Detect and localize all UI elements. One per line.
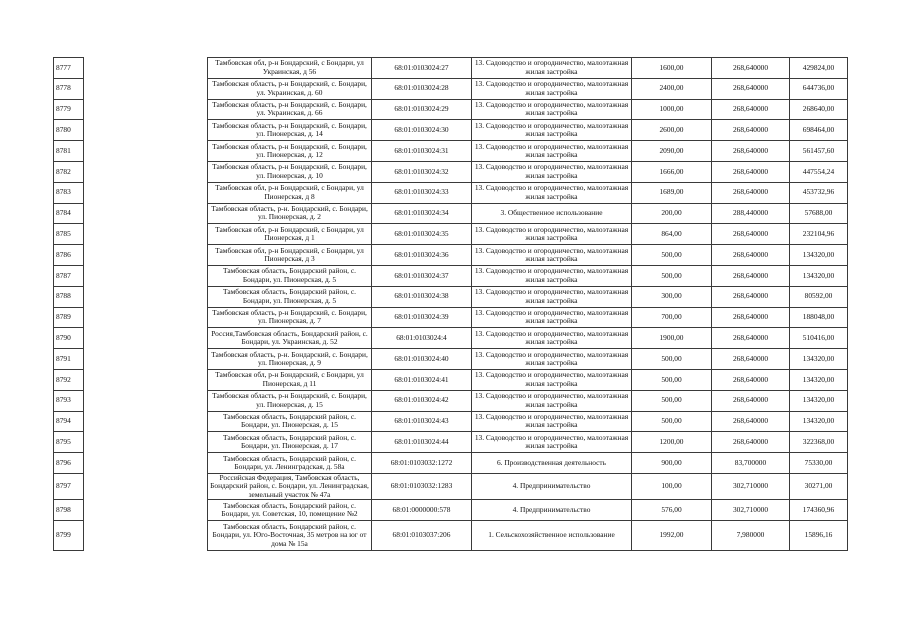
specific-value-cell: 268,640000 bbox=[712, 78, 790, 99]
cadastral-number-cell: 68:01:0103024:29 bbox=[372, 99, 472, 120]
table-row bbox=[54, 78, 848, 99]
row-number-cell: 8782 bbox=[54, 161, 84, 182]
area-cell: 100,00 bbox=[632, 473, 712, 500]
area-cell: 500,00 bbox=[632, 265, 712, 286]
specific-value-cell: 288,440000 bbox=[712, 203, 790, 224]
cadastral-cost-cell: 429824,00 bbox=[790, 58, 848, 79]
cadastral-number-cell: 68:01:0103024:44 bbox=[372, 432, 472, 453]
table-row bbox=[54, 182, 848, 203]
area-cell: 1000,00 bbox=[632, 99, 712, 120]
land-use-cell: 13. Садоводство и огородничество, малоэтажная жилая застройка bbox=[472, 141, 632, 162]
gap-cell bbox=[84, 78, 208, 99]
row-number-cell: 8796 bbox=[54, 453, 84, 474]
land-use-cell: 13. Садоводство и огородничество, малоэтажная жилая застройка bbox=[472, 265, 632, 286]
gap-cell bbox=[84, 473, 208, 500]
area-cell: 1900,00 bbox=[632, 328, 712, 349]
area-cell: 1689,00 bbox=[632, 182, 712, 203]
table-row bbox=[54, 453, 848, 474]
row-number-cell: 8794 bbox=[54, 411, 84, 432]
land-use-cell: 3. Общественное использование bbox=[472, 203, 632, 224]
address-cell: Тамбовская область, Бондарский район, с. Бондари, ул. Пионерская, д. 5 bbox=[208, 265, 372, 286]
cadastral-cost-cell: 75330,00 bbox=[790, 453, 848, 474]
gap-cell bbox=[84, 521, 208, 551]
specific-value-cell: 268,640000 bbox=[712, 307, 790, 328]
specific-value-cell: 268,640000 bbox=[712, 182, 790, 203]
land-use-cell: 13. Садоводство и огородничество, малоэтажная жилая застройка bbox=[472, 369, 632, 390]
gap-cell bbox=[84, 328, 208, 349]
cadastral-number-cell: 68:01:0103024:32 bbox=[372, 161, 472, 182]
address-cell: Тамбовская область, Бондарский район, с. Бондари, ул. Пионерская, д. 15 bbox=[208, 411, 372, 432]
cadastral-number-cell: 68:01:0103024:42 bbox=[372, 390, 472, 411]
gap-cell bbox=[84, 120, 208, 141]
area-cell: 2400,00 bbox=[632, 78, 712, 99]
specific-value-cell: 268,640000 bbox=[712, 349, 790, 370]
table-row bbox=[54, 307, 848, 328]
row-number-cell: 8785 bbox=[54, 224, 84, 245]
address-cell: Тамбовская область, Бондарский район, с. Бондари, ул. Юго-Восточная, 35 метров на юг от дома № 15а bbox=[208, 521, 372, 551]
table-row bbox=[54, 265, 848, 286]
cadastral-number-cell: 68:01:0103024:35 bbox=[372, 224, 472, 245]
row-number-cell: 8798 bbox=[54, 500, 84, 521]
cadastral-number-cell: 68:01:0103032:1272 bbox=[372, 453, 472, 474]
cadastral-number-cell: 68:01:0103024:37 bbox=[372, 265, 472, 286]
table-row bbox=[54, 349, 848, 370]
table-row bbox=[54, 58, 848, 79]
specific-value-cell: 268,640000 bbox=[712, 120, 790, 141]
table-row bbox=[54, 432, 848, 453]
table-row bbox=[54, 411, 848, 432]
gap-cell bbox=[84, 286, 208, 307]
land-use-cell: 13. Садоводство и огородничество, малоэтажная жилая застройка bbox=[472, 307, 632, 328]
land-registry-table bbox=[53, 57, 848, 551]
land-use-cell: 13. Садоводство и огородничество, малоэтажная жилая застройка bbox=[472, 99, 632, 120]
area-cell: 1200,00 bbox=[632, 432, 712, 453]
area-cell: 500,00 bbox=[632, 349, 712, 370]
cadastral-cost-cell: 232104,96 bbox=[790, 224, 848, 245]
cadastral-number-cell: 68:01:0103032:1283 bbox=[372, 473, 472, 500]
land-use-cell: 4. Предпринимательство bbox=[472, 473, 632, 500]
specific-value-cell: 268,640000 bbox=[712, 369, 790, 390]
specific-value-cell: 268,640000 bbox=[712, 141, 790, 162]
address-cell: Тамбовская область, р-н Бондарский, с. Бондари, ул. Пионерская, д. 15 bbox=[208, 390, 372, 411]
address-cell: Тамбовская обл, р-н Бондарский, с Бондари, ул Пионерская, д 11 bbox=[208, 369, 372, 390]
row-number-cell: 8787 bbox=[54, 265, 84, 286]
table-row bbox=[54, 390, 848, 411]
table-row bbox=[54, 245, 848, 266]
specific-value-cell: 268,640000 bbox=[712, 432, 790, 453]
cadastral-cost-cell: 80592,00 bbox=[790, 286, 848, 307]
row-number-cell: 8780 bbox=[54, 120, 84, 141]
land-use-cell: 13. Садоводство и огородничество, малоэтажная жилая застройка bbox=[472, 245, 632, 266]
gap-cell bbox=[84, 224, 208, 245]
row-number-cell: 8788 bbox=[54, 286, 84, 307]
row-number-cell: 8777 bbox=[54, 58, 84, 79]
specific-value-cell: 268,640000 bbox=[712, 390, 790, 411]
land-use-cell: 13. Садоводство и огородничество, малоэтажная жилая застройка bbox=[472, 161, 632, 182]
address-cell: Тамбовская область, Бондарский район, с. Бондари, ул. Советская, 10, помещение №2 bbox=[208, 500, 372, 521]
cadastral-number-cell: 68:01:0103037:206 bbox=[372, 521, 472, 551]
address-cell: Тамбовская область, р-н Бондарский, с. Бондари, ул. Пионерская, д. 12 bbox=[208, 141, 372, 162]
row-number-cell: 8778 bbox=[54, 78, 84, 99]
land-use-cell: 13. Садоводство и огородничество, малоэтажная жилая застройка bbox=[472, 390, 632, 411]
cadastral-cost-cell: 698464,00 bbox=[790, 120, 848, 141]
address-cell: Тамбовская обл, р-н Бондарский, с Бондари, ул Пионерская, д 1 bbox=[208, 224, 372, 245]
table-body bbox=[54, 58, 848, 551]
cadastral-number-cell: 68:01:0103024:31 bbox=[372, 141, 472, 162]
area-cell: 2090,00 bbox=[632, 141, 712, 162]
address-cell: Тамбовская область, р-н Бондарский, с. Бондари, ул. Пионерская, д. 7 bbox=[208, 307, 372, 328]
area-cell: 1666,00 bbox=[632, 161, 712, 182]
area-cell: 576,00 bbox=[632, 500, 712, 521]
cadastral-number-cell: 68:01:0103024:38 bbox=[372, 286, 472, 307]
gap-cell bbox=[84, 369, 208, 390]
gap-cell bbox=[84, 58, 208, 79]
cadastral-cost-cell: 30271,00 bbox=[790, 473, 848, 500]
table-row bbox=[54, 161, 848, 182]
area-cell: 500,00 bbox=[632, 390, 712, 411]
gap-cell bbox=[84, 453, 208, 474]
address-cell: Тамбовская обл, р-н Бондарский, с Бондари, ул Украинская, д 56 bbox=[208, 58, 372, 79]
row-number-cell: 8783 bbox=[54, 182, 84, 203]
specific-value-cell: 302,710000 bbox=[712, 500, 790, 521]
gap-cell bbox=[84, 99, 208, 120]
gap-cell bbox=[84, 203, 208, 224]
address-cell: Тамбовская обл, р-н Бондарский, с Бондари, ул Пионерская, д 3 bbox=[208, 245, 372, 266]
specific-value-cell: 83,700000 bbox=[712, 453, 790, 474]
specific-value-cell: 268,640000 bbox=[712, 411, 790, 432]
area-cell: 300,00 bbox=[632, 286, 712, 307]
row-number-cell: 8786 bbox=[54, 245, 84, 266]
address-cell: Тамбовская область, р-н Бондарский, с. Бондари, ул. Пионерская, д. 14 bbox=[208, 120, 372, 141]
address-cell: Тамбовская область, Бондарский район, с. Бондари, ул. Пионерская, д. 17 bbox=[208, 432, 372, 453]
specific-value-cell: 268,640000 bbox=[712, 161, 790, 182]
table-row bbox=[54, 328, 848, 349]
table-row bbox=[54, 369, 848, 390]
row-number-cell: 8795 bbox=[54, 432, 84, 453]
cadastral-cost-cell: 134320,00 bbox=[790, 265, 848, 286]
cadastral-cost-cell: 134320,00 bbox=[790, 245, 848, 266]
area-cell: 500,00 bbox=[632, 245, 712, 266]
area-cell: 2600,00 bbox=[632, 120, 712, 141]
cadastral-cost-cell: 644736,00 bbox=[790, 78, 848, 99]
table-row bbox=[54, 224, 848, 245]
land-use-cell: 13. Садоводство и огородничество, малоэтажная жилая застройка bbox=[472, 78, 632, 99]
table-row bbox=[54, 203, 848, 224]
address-cell: Тамбовская область, р-н. Бондарский, с. Бондари, ул. Пионерская, д. 9 bbox=[208, 349, 372, 370]
gap-cell bbox=[84, 141, 208, 162]
cadastral-cost-cell: 134320,00 bbox=[790, 369, 848, 390]
land-use-cell: 13. Садоводство и огородничество, малоэтажная жилая застройка bbox=[472, 432, 632, 453]
address-cell: Россия,Тамбовская область, Бондарский район, с. Бондари, ул. Украинская, д. 52 bbox=[208, 328, 372, 349]
address-cell: Российская Федерация, Тамбовская область, Бондарский район, с. Бондари, ул. Ленинградская, земельный участок № 47а bbox=[208, 473, 372, 500]
address-cell: Тамбовская область, р-н. Бондарский, с. Бондари, ул. Пионерская, д. 2 bbox=[208, 203, 372, 224]
specific-value-cell: 268,640000 bbox=[712, 58, 790, 79]
land-use-cell: 1. Сельскохозяйственное использование bbox=[472, 521, 632, 551]
row-number-cell: 8779 bbox=[54, 99, 84, 120]
address-cell: Тамбовская область, р-н Бондарский, с. Бондари, ул. Украинская, д. 66 bbox=[208, 99, 372, 120]
gap-cell bbox=[84, 182, 208, 203]
area-cell: 900,00 bbox=[632, 453, 712, 474]
land-use-cell: 13. Садоводство и огородничество, малоэтажная жилая застройка bbox=[472, 182, 632, 203]
land-use-cell: 13. Садоводство и огородничество, малоэтажная жилая застройка bbox=[472, 411, 632, 432]
table-row bbox=[54, 99, 848, 120]
land-use-cell: 13. Садоводство и огородничество, малоэтажная жилая застройка bbox=[472, 120, 632, 141]
area-cell: 500,00 bbox=[632, 411, 712, 432]
cadastral-cost-cell: 174360,96 bbox=[790, 500, 848, 521]
cadastral-cost-cell: 322368,00 bbox=[790, 432, 848, 453]
cadastral-cost-cell: 57688,00 bbox=[790, 203, 848, 224]
row-number-cell: 8792 bbox=[54, 369, 84, 390]
table-row bbox=[54, 286, 848, 307]
cadastral-cost-cell: 453732,96 bbox=[790, 182, 848, 203]
row-number-cell: 8793 bbox=[54, 390, 84, 411]
row-number-cell: 8799 bbox=[54, 521, 84, 551]
table-row bbox=[54, 120, 848, 141]
specific-value-cell: 268,640000 bbox=[712, 265, 790, 286]
cadastral-number-cell: 68:01:0103024:4 bbox=[372, 328, 472, 349]
cadastral-number-cell: 68:01:0103024:34 bbox=[372, 203, 472, 224]
gap-cell bbox=[84, 411, 208, 432]
specific-value-cell: 268,640000 bbox=[712, 328, 790, 349]
cadastral-number-cell: 68:01:0103024:30 bbox=[372, 120, 472, 141]
specific-value-cell: 7,980000 bbox=[712, 521, 790, 551]
area-cell: 500,00 bbox=[632, 369, 712, 390]
address-cell: Тамбовская обл, р-н Бондарский, с Бондари, ул Пионерская, д 8 bbox=[208, 182, 372, 203]
cadastral-number-cell: 68:01:0000000:578 bbox=[372, 500, 472, 521]
specific-value-cell: 268,640000 bbox=[712, 224, 790, 245]
gap-cell bbox=[84, 265, 208, 286]
address-cell: Тамбовская область, р-н Бондарский, с. Бондари, ул. Украинская, д. 60 bbox=[208, 78, 372, 99]
gap-cell bbox=[84, 307, 208, 328]
area-cell: 700,00 bbox=[632, 307, 712, 328]
row-number-cell: 8789 bbox=[54, 307, 84, 328]
row-number-cell: 8781 bbox=[54, 141, 84, 162]
cadastral-cost-cell: 134320,00 bbox=[790, 390, 848, 411]
address-cell: Тамбовская область, Бондарский район, с. Бондари, ул. Ленинградская, д. 58а bbox=[208, 453, 372, 474]
cadastral-cost-cell: 447554,24 bbox=[790, 161, 848, 182]
row-number-cell: 8790 bbox=[54, 328, 84, 349]
table-row bbox=[54, 473, 848, 500]
cadastral-number-cell: 68:01:0103024:43 bbox=[372, 411, 472, 432]
gap-cell bbox=[84, 349, 208, 370]
area-cell: 864,00 bbox=[632, 224, 712, 245]
gap-cell bbox=[84, 500, 208, 521]
address-cell: Тамбовская область, Бондарский район, с. Бондари, ул. Пионерская, д. 5 bbox=[208, 286, 372, 307]
cadastral-number-cell: 68:01:0103024:33 bbox=[372, 182, 472, 203]
cadastral-number-cell: 68:01:0103024:36 bbox=[372, 245, 472, 266]
gap-cell bbox=[84, 245, 208, 266]
table-row bbox=[54, 521, 848, 551]
land-use-cell: 4. Предпринимательство bbox=[472, 500, 632, 521]
cadastral-number-cell: 68:01:0103024:40 bbox=[372, 349, 472, 370]
land-use-cell: 13. Садоводство и огородничество, малоэтажная жилая застройка bbox=[472, 224, 632, 245]
land-use-cell: 13. Садоводство и огородничество, малоэтажная жилая застройка bbox=[472, 328, 632, 349]
address-cell: Тамбовская область, р-н Бондарский, с. Бондари, ул. Пионерская, д. 10 bbox=[208, 161, 372, 182]
cadastral-cost-cell: 134320,00 bbox=[790, 349, 848, 370]
specific-value-cell: 302,710000 bbox=[712, 473, 790, 500]
row-number-cell: 8791 bbox=[54, 349, 84, 370]
gap-cell bbox=[84, 161, 208, 182]
table-row bbox=[54, 500, 848, 521]
cadastral-number-cell: 68:01:0103024:39 bbox=[372, 307, 472, 328]
cadastral-cost-cell: 188048,00 bbox=[790, 307, 848, 328]
specific-value-cell: 268,640000 bbox=[712, 286, 790, 307]
gap-cell bbox=[84, 390, 208, 411]
area-cell: 200,00 bbox=[632, 203, 712, 224]
row-number-cell: 8784 bbox=[54, 203, 84, 224]
cadastral-cost-cell: 510416,00 bbox=[790, 328, 848, 349]
cadastral-number-cell: 68:01:0103024:41 bbox=[372, 369, 472, 390]
land-use-cell: 13. Садоводство и огородничество, малоэтажная жилая застройка bbox=[472, 286, 632, 307]
specific-value-cell: 268,640000 bbox=[712, 99, 790, 120]
area-cell: 1600,00 bbox=[632, 58, 712, 79]
gap-cell bbox=[84, 432, 208, 453]
row-number-cell: 8797 bbox=[54, 473, 84, 500]
cadastral-cost-cell: 134320,00 bbox=[790, 411, 848, 432]
land-use-cell: 6. Производственная деятельность bbox=[472, 453, 632, 474]
cadastral-cost-cell: 561457,60 bbox=[790, 141, 848, 162]
area-cell: 1992,00 bbox=[632, 521, 712, 551]
cadastral-cost-cell: 268640,00 bbox=[790, 99, 848, 120]
land-use-cell: 13. Садоводство и огородничество, малоэтажная жилая застройка bbox=[472, 349, 632, 370]
specific-value-cell: 268,640000 bbox=[712, 245, 790, 266]
land-use-cell: 13. Садоводство и огородничество, малоэтажная жилая застройка bbox=[472, 58, 632, 79]
table-row bbox=[54, 141, 848, 162]
cadastral-cost-cell: 15896,16 bbox=[790, 521, 848, 551]
cadastral-number-cell: 68:01:0103024:28 bbox=[372, 78, 472, 99]
cadastral-number-cell: 68:01:0103024:27 bbox=[372, 58, 472, 79]
